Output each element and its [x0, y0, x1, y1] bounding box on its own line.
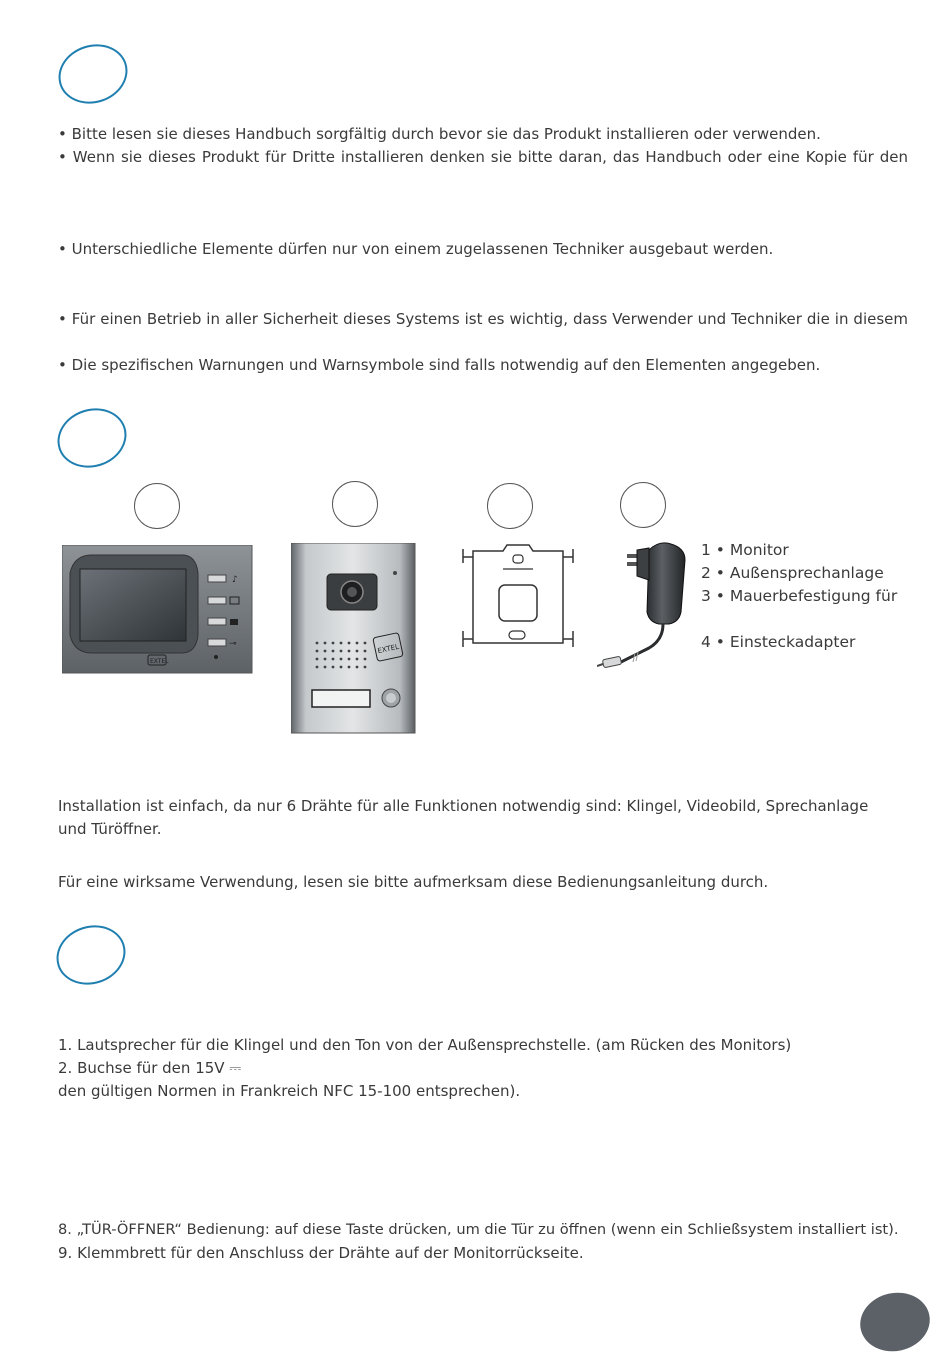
safety-line-1: • Bitte lesen sie dieses Handbuch sorgfältig durch bevor sie das Produkt installieren oder verwenden. — [58, 125, 821, 143]
monitor-brand-logo: EXTEL — [150, 658, 169, 665]
feature-item-8: 8. „TÜR-ÖFFNER“ Bedienung: auf diese Taste drücken, um die Tür zu öffnen (wenn ein Schließsystem installiert ist). — [58, 1221, 899, 1238]
contents-list — [701, 539, 897, 654]
item-number-circle-4 — [620, 482, 666, 528]
section-marker-safety — [51, 36, 135, 113]
contents-item-2: 2 • Außensprechanlage — [701, 564, 884, 582]
svg-text:♪: ♪ — [232, 575, 238, 585]
section-marker-features — [49, 917, 133, 994]
svg-text:⊸: ⊸ — [229, 639, 237, 649]
door-station-illustration — [291, 543, 417, 735]
monitor-illustration — [62, 545, 254, 675]
section-marker-contents — [50, 400, 134, 477]
description-line-3: Für eine wirksame Verwendung, lesen sie bitte aufmerksam diese Bedienungsanleitung durch. — [58, 873, 769, 891]
safety-line-2: • Wenn sie dieses Produkt für Dritte installieren denken sie bitte daran, das Handbuch oder eine Kopie für den — [58, 148, 908, 166]
safety-line-4: • Für einen Betrieb in aller Sicherheit dieses Systems ist es wichtig, dass Verwender und Techniker die in diesem — [58, 310, 908, 328]
feature-item-1: 1. Lautsprecher für die Klingel und den Ton von der Außensprechstelle. (am Rücken des Monitors) — [58, 1036, 792, 1054]
description-line-2: und Türöffner. — [58, 820, 162, 838]
feature-item-2: 2. Buchse für den 15V ⎓ — [58, 1059, 242, 1077]
door-station-brand-logo: EXTEL — [376, 642, 400, 656]
contents-item-4: 4 • Einsteckadapter — [701, 633, 856, 651]
safety-line-5: • Die spezifischen Warnungen und Warnsymbole sind falls notwendig auf den Elementen angegeben. — [58, 356, 821, 374]
wall-bracket-illustration — [459, 543, 577, 655]
feature-item-2-continued: den gültigen Normen in Frankreich NFC 15-100 entsprechen). — [58, 1082, 521, 1100]
power-adapter-illustration — [597, 540, 689, 680]
contents-item-3: 3 • Mauerbefestigung für — [701, 587, 898, 605]
item-number-circle-3 — [487, 483, 533, 529]
description-line-1: Installation ist einfach, da nur 6 Drähte für alle Funktionen notwendig sind: Klingel, Videobild, Sprechanlage — [58, 797, 869, 815]
item-number-circle-1 — [134, 483, 180, 529]
item-number-circle-2 — [332, 481, 378, 527]
page-number-marker — [855, 1286, 936, 1357]
feature-item-9: 9. Klemmbrett für den Anschluss der Drähte auf der Monitorrückseite. — [58, 1244, 584, 1262]
safety-line-3: • Unterschiedliche Elemente dürfen nur von einem zugelassenen Techniker ausgebaut werden. — [58, 240, 774, 258]
contents-item-1: 1 • Monitor — [701, 541, 789, 559]
